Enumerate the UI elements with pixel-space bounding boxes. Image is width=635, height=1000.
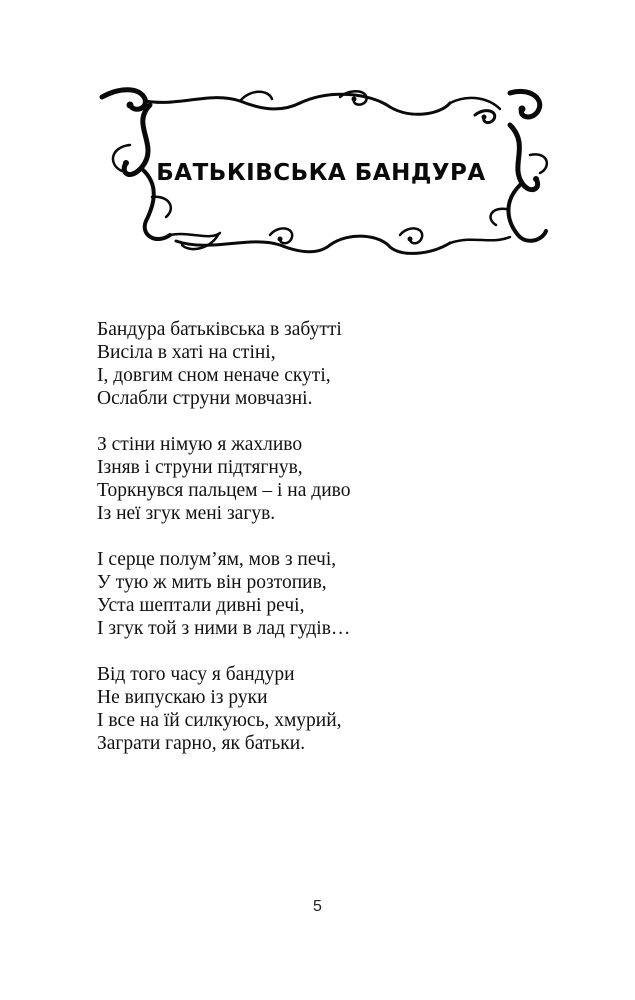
poem-line: Заграти гарно, як батьки. bbox=[97, 733, 306, 754]
poem-line: Від того часу я бандури bbox=[97, 664, 295, 685]
stanza bbox=[97, 433, 537, 525]
poem-line: І, довгим сном неначе скуті, bbox=[97, 365, 331, 386]
poem-title: БАТЬКІВСЬКА БАНДУРА bbox=[156, 160, 486, 186]
poem-line: Із неї згук мені загув. bbox=[97, 503, 276, 524]
poem-line: З стіни німую я жахливо bbox=[97, 434, 303, 455]
poem-line: Не випускаю із руки bbox=[97, 687, 268, 708]
stanza bbox=[97, 663, 537, 755]
poem-line: Торкнувся пальцем – і на диво bbox=[97, 480, 351, 501]
poem-line: Бандура батьківська в забутті bbox=[97, 319, 342, 340]
stanza bbox=[97, 548, 537, 640]
poem-line: Висіла в хаті на стіні, bbox=[97, 342, 276, 363]
poem-body bbox=[97, 318, 537, 778]
poem-line: І згук той з ними в лад гудів… bbox=[97, 618, 351, 639]
page-number: 5 bbox=[313, 898, 322, 915]
poem-line: У тую ж мить він розтопив, bbox=[97, 572, 327, 593]
poem-line: І все на їй силкуюсь, хмурий, bbox=[97, 710, 342, 731]
title-ornament-frame bbox=[90, 85, 552, 260]
stanza bbox=[97, 318, 537, 410]
poem-line: Ізняв і струни підтягнув, bbox=[97, 457, 303, 478]
poem-line: Уста шептали дивні речі, bbox=[97, 595, 305, 616]
poem-line: І серце полум’ям, мов з печі, bbox=[97, 549, 337, 570]
poem-line: Ослабли струни мовчазні. bbox=[97, 388, 313, 409]
